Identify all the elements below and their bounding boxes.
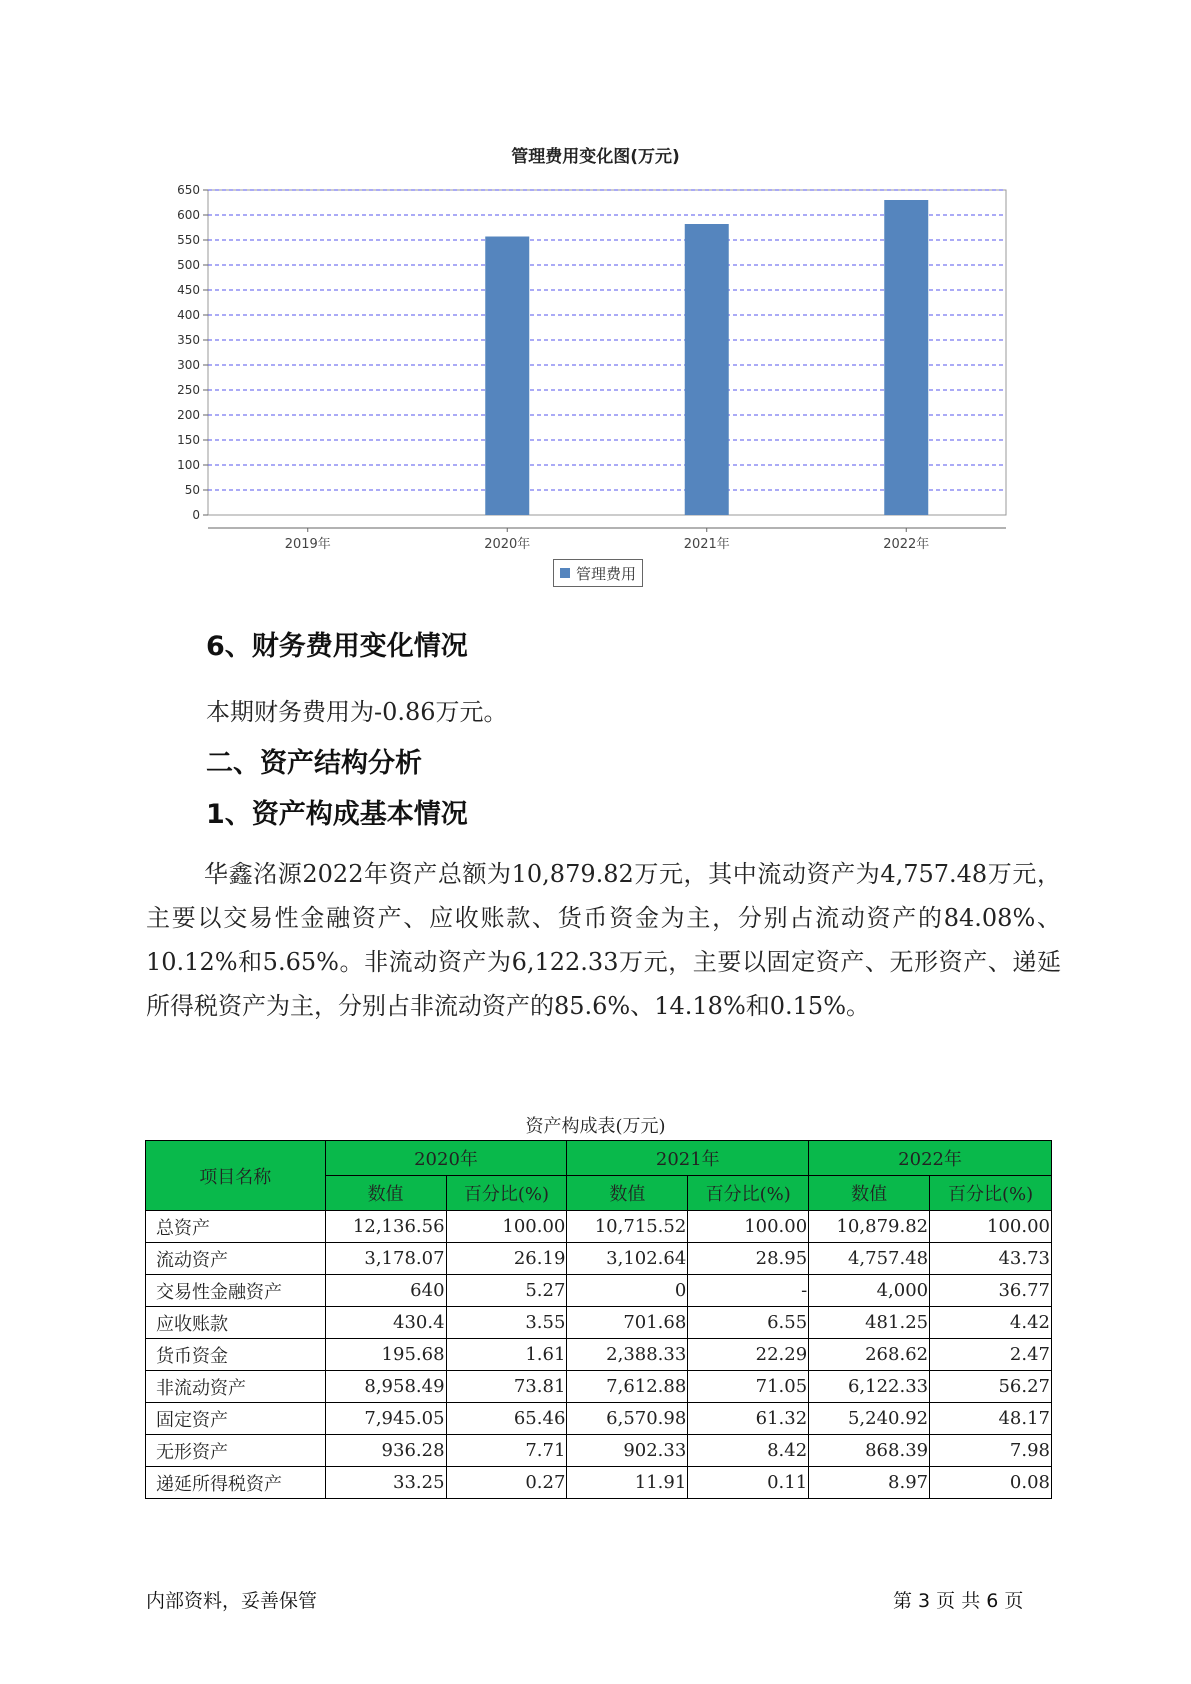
cell-value: 701.68 xyxy=(567,1307,688,1339)
cell-value: 3,102.64 xyxy=(567,1243,688,1275)
bar xyxy=(685,224,729,515)
cell-percent: 65.46 xyxy=(446,1403,567,1435)
row-item-name: 流动资产 xyxy=(146,1243,326,1275)
cell-percent: 48.17 xyxy=(930,1403,1052,1435)
footer-confidential: 内部资料，妥善保管 xyxy=(146,1590,318,1612)
y-tick-label: 50 xyxy=(184,483,200,497)
cell-value: 4,757.48 xyxy=(809,1243,930,1275)
header-percent: 百分比(%) xyxy=(446,1176,567,1211)
cell-percent: 5.27 xyxy=(446,1275,567,1307)
section-heading-asset-structure: 二、资产结构分析 xyxy=(206,748,422,779)
cell-value: 33.25 xyxy=(325,1467,446,1499)
cell-percent: 28.95 xyxy=(688,1243,809,1275)
cell-percent: 22.29 xyxy=(688,1339,809,1371)
y-tick-label: 200 xyxy=(177,408,200,422)
y-tick-label: 250 xyxy=(177,383,200,397)
y-tick-label: 0 xyxy=(192,508,200,522)
cell-percent: 61.32 xyxy=(688,1403,809,1435)
y-tick-label: 400 xyxy=(177,308,200,322)
header-year-2020: 2020年 xyxy=(325,1141,567,1176)
cell-value: 10,715.52 xyxy=(567,1211,688,1243)
footer-page-number: 第 3 页 共 6 页 xyxy=(893,1590,1024,1612)
chart-legend xyxy=(553,559,643,587)
cell-percent: 100.00 xyxy=(446,1211,567,1243)
table-row xyxy=(146,1467,1052,1499)
table-row xyxy=(146,1339,1052,1371)
cell-value: 868.39 xyxy=(809,1435,930,1467)
y-tick-label: 600 xyxy=(177,208,200,222)
section-heading-asset-composition: 1、资产构成基本情况 xyxy=(206,799,468,830)
cell-value: 8,958.49 xyxy=(325,1371,446,1403)
cell-value: 640 xyxy=(325,1275,446,1307)
y-tick-label: 550 xyxy=(177,233,200,247)
table-row xyxy=(146,1275,1052,1307)
row-item-name: 货币资金 xyxy=(146,1339,326,1371)
cell-percent: 43.73 xyxy=(930,1243,1052,1275)
cell-percent: 7.71 xyxy=(446,1435,567,1467)
cell-percent: 36.77 xyxy=(930,1275,1052,1307)
cell-value: 7,945.05 xyxy=(325,1403,446,1435)
y-tick-label: 650 xyxy=(177,183,200,197)
finance-cost-text: 本期财务费用为-0.86万元。 xyxy=(206,698,508,726)
y-tick-label: 350 xyxy=(177,333,200,347)
row-item-name: 非流动资产 xyxy=(146,1371,326,1403)
cell-percent: 0.08 xyxy=(930,1467,1052,1499)
cell-value: 3,178.07 xyxy=(325,1243,446,1275)
table-row xyxy=(146,1371,1052,1403)
row-item-name: 固定资产 xyxy=(146,1403,326,1435)
header-year-2022: 2022年 xyxy=(809,1141,1052,1176)
cell-percent: 71.05 xyxy=(688,1371,809,1403)
bar xyxy=(485,237,529,516)
cell-value: 10,879.82 xyxy=(809,1211,930,1243)
header-value: 数值 xyxy=(325,1176,446,1211)
table-row xyxy=(146,1243,1052,1275)
row-item-name: 递延所得税资产 xyxy=(146,1467,326,1499)
header-percent: 百分比(%) xyxy=(688,1176,809,1211)
header-value: 数值 xyxy=(567,1176,688,1211)
cell-percent: 26.19 xyxy=(446,1243,567,1275)
cell-percent: 100.00 xyxy=(688,1211,809,1243)
header-item-name: 项目名称 xyxy=(146,1141,326,1211)
row-item-name: 无形资产 xyxy=(146,1435,326,1467)
row-item-name: 交易性金融资产 xyxy=(146,1275,326,1307)
x-tick-label: 2020年 xyxy=(484,537,531,552)
cell-percent: 1.61 xyxy=(446,1339,567,1371)
y-tick-label: 150 xyxy=(177,433,200,447)
cell-percent: 73.81 xyxy=(446,1371,567,1403)
cell-percent: - xyxy=(688,1275,809,1307)
cell-value: 902.33 xyxy=(567,1435,688,1467)
cell-value: 6,122.33 xyxy=(809,1371,930,1403)
cell-percent: 3.55 xyxy=(446,1307,567,1339)
header-percent: 百分比(%) xyxy=(930,1176,1052,1211)
legend-label: 管理费用 xyxy=(576,564,637,583)
cell-value: 430.4 xyxy=(325,1307,446,1339)
y-tick-label: 100 xyxy=(177,458,200,472)
cell-percent: 0.11 xyxy=(688,1467,809,1499)
cell-value: 8.97 xyxy=(809,1467,930,1499)
cell-value: 4,000 xyxy=(809,1275,930,1307)
cell-value: 12,136.56 xyxy=(325,1211,446,1243)
table-row xyxy=(146,1211,1052,1243)
row-item-name: 应收账款 xyxy=(146,1307,326,1339)
bar xyxy=(884,200,928,515)
y-tick-label: 300 xyxy=(177,358,200,372)
y-tick-label: 450 xyxy=(177,283,200,297)
x-tick-label: 2019年 xyxy=(284,537,331,552)
asset-composition-table xyxy=(145,1140,1052,1499)
chart-title: 管理费用变化图(万元) xyxy=(511,147,680,167)
cell-value: 2,388.33 xyxy=(567,1339,688,1371)
cell-value: 6,570.98 xyxy=(567,1403,688,1435)
cell-percent: 0.27 xyxy=(446,1467,567,1499)
asset-composition-paragraph: 华鑫洺源2022年资产总额为10,879.82万元，其中流动资产为4,757.48万元，主要以交易性金融资产、应收账款、货币资金为主，分别占流动资产的84.08%、10.12%和5.65%。非流动资产为6,122.33万元，主要以固定资产、无形资产、递延所得税资产为主，分别占非流动资产的85.6%、14.18%和0.15%。 xyxy=(146,860,1061,1020)
table-row xyxy=(146,1307,1052,1339)
bar-chart xyxy=(0,170,1191,560)
cell-value: 11.91 xyxy=(567,1467,688,1499)
x-tick-label: 2022年 xyxy=(883,537,930,552)
table-caption: 资产构成表(万元) xyxy=(525,1116,666,1137)
header-value: 数值 xyxy=(809,1176,930,1211)
section-heading-finance-cost: 6、财务费用变化情况 xyxy=(206,631,468,662)
cell-value: 268.62 xyxy=(809,1339,930,1371)
cell-value: 195.68 xyxy=(325,1339,446,1371)
cell-percent: 2.47 xyxy=(930,1339,1052,1371)
row-item-name: 总资产 xyxy=(146,1211,326,1243)
y-tick-label: 500 xyxy=(177,258,200,272)
legend-swatch xyxy=(560,568,570,578)
cell-percent: 4.42 xyxy=(930,1307,1052,1339)
cell-value: 936.28 xyxy=(325,1435,446,1467)
cell-percent: 7.98 xyxy=(930,1435,1052,1467)
cell-value: 5,240.92 xyxy=(809,1403,930,1435)
x-tick-label: 2021年 xyxy=(683,537,730,552)
cell-value: 0 xyxy=(567,1275,688,1307)
cell-percent: 6.55 xyxy=(688,1307,809,1339)
cell-value: 7,612.88 xyxy=(567,1371,688,1403)
cell-value: 481.25 xyxy=(809,1307,930,1339)
cell-percent: 100.00 xyxy=(930,1211,1052,1243)
cell-percent: 8.42 xyxy=(688,1435,809,1467)
table-row xyxy=(146,1435,1052,1467)
table-row xyxy=(146,1403,1052,1435)
cell-percent: 56.27 xyxy=(930,1371,1052,1403)
header-year-2021: 2021年 xyxy=(567,1141,809,1176)
